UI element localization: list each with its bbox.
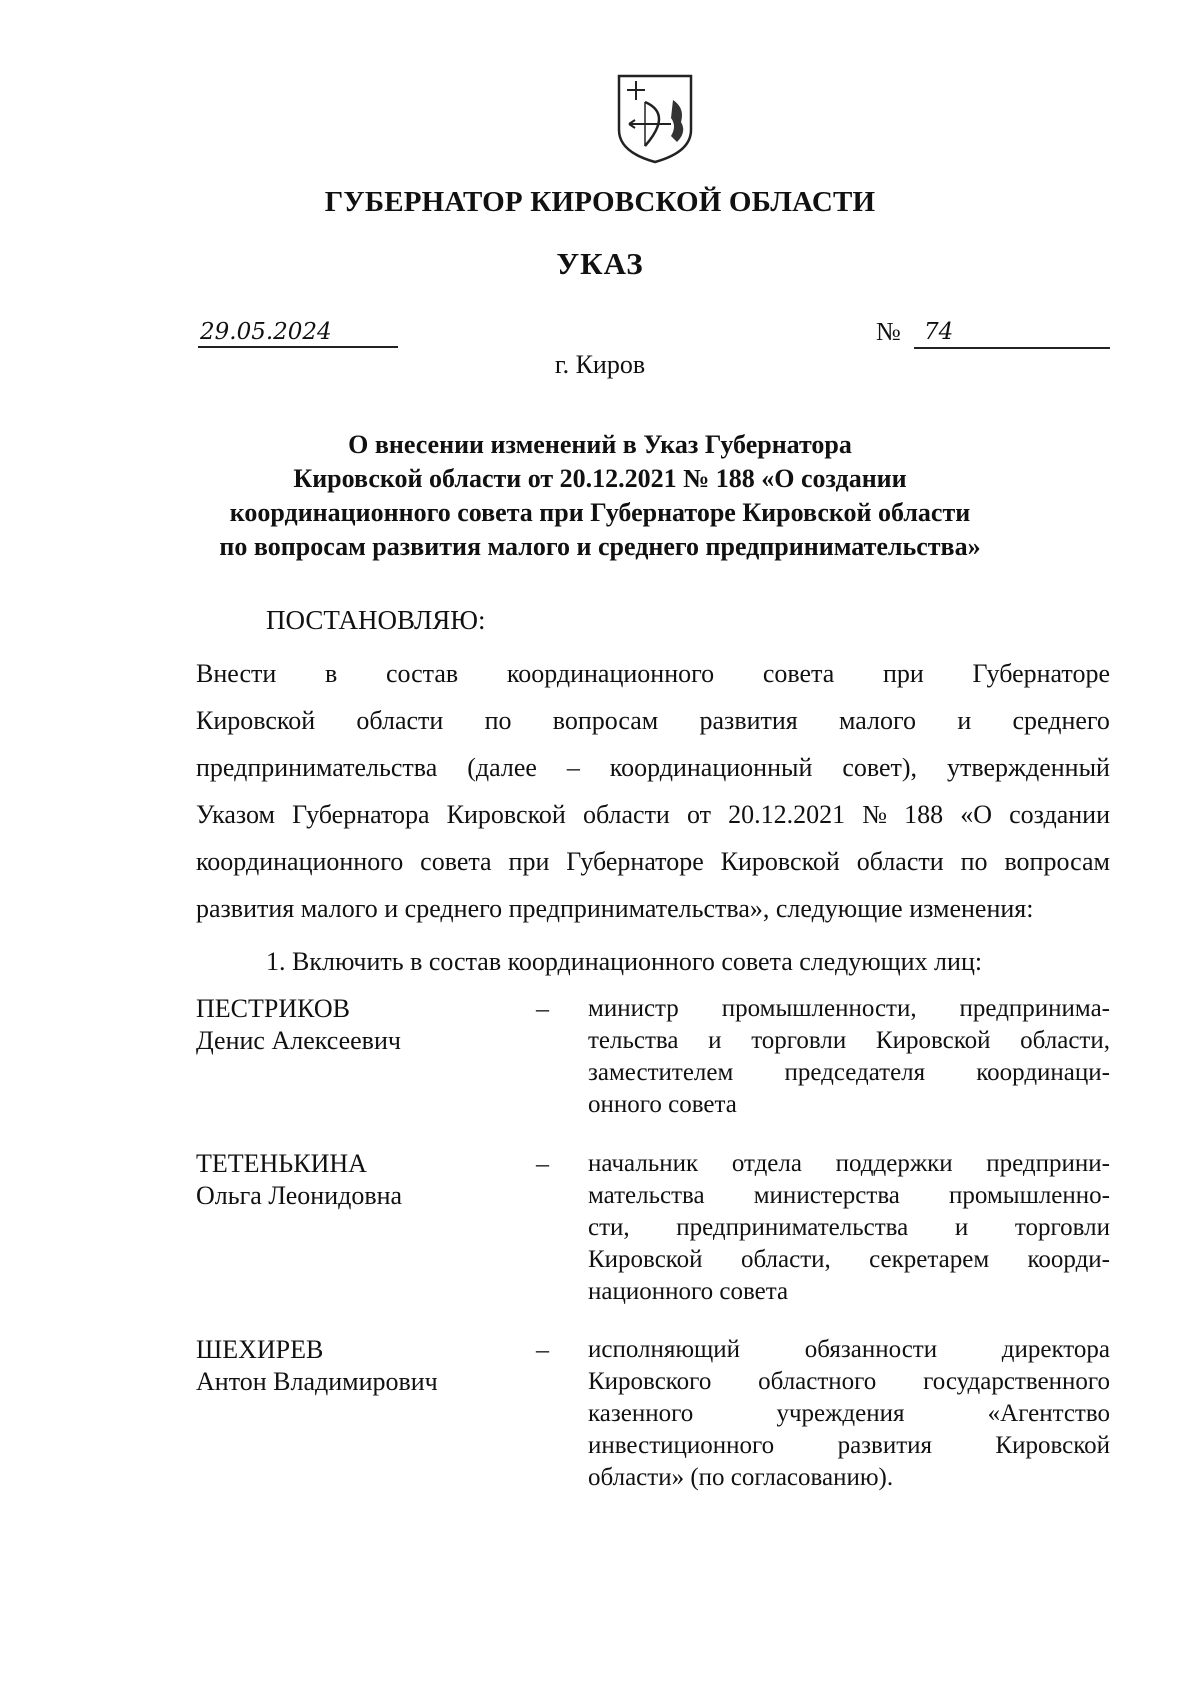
word: области [356,706,444,735]
word: Кировского [588,1368,712,1395]
word: мательства [588,1182,705,1209]
word: «Агентство [987,1400,1110,1427]
word: от [686,800,711,829]
word: Кировской [446,800,566,829]
word: среднего [1012,706,1110,735]
text-line [588,1089,1110,1121]
member-dash: – [536,994,549,1023]
word: казенного [588,1400,694,1427]
document-title [0,428,1200,564]
word: вопросам [552,706,659,735]
word: министр [588,995,679,1022]
word: промышленности, [721,995,917,1022]
word: тельства [588,1027,679,1054]
word: Кировской [995,1432,1110,1459]
text-line [196,697,1110,744]
word: по [484,706,512,735]
text-line [196,791,1110,838]
word: коорди- [1027,1246,1110,1273]
word: предпринимательства [196,753,438,782]
decree-word: ПОСТАНОВЛЯЮ: [266,605,486,635]
member-surname: ТЕТЕНЬКИНА [196,1149,367,1178]
member-role [588,1334,1110,1494]
member-role [588,1148,1110,1308]
word: предпринимательства [676,1214,909,1241]
member-dash: – [536,1149,549,1178]
word: исполняющий [588,1336,741,1363]
word: предприни- [986,1150,1110,1177]
member-role [588,993,1110,1121]
word: и [708,1027,722,1054]
word: вопросам [1004,847,1110,876]
word: совета [762,659,835,688]
word: развития [837,1432,933,1459]
word: Кировской [720,847,840,876]
word: области [582,800,670,829]
member-dash: – [536,1335,549,1364]
word: совета [420,847,492,876]
number-underline [914,347,1110,349]
word: обязанности [804,1336,938,1363]
document-date: 29.05.2024 [198,318,398,348]
word: области» (по согласованию). [588,1464,894,1491]
document-number: 74 [924,319,954,345]
word: Кировской [196,706,316,735]
city: г. Киров [554,350,646,379]
text-line [588,1244,1110,1276]
word: сти, [588,1214,630,1241]
text-line [196,885,1110,932]
word: Губернатора [292,800,430,829]
word: 20.12.2021 [728,800,846,829]
word: в [324,659,338,688]
title-line: О внесении изменений в Указ Губернатора [348,430,852,459]
text-line [588,1366,1110,1398]
word: по [960,847,988,876]
word: и [957,706,972,735]
member-given-name: Антон Владимирович [196,1367,438,1396]
word: области [856,847,944,876]
word: (далее [467,753,537,782]
word: области, [740,1246,831,1273]
word: области, [1020,1027,1110,1054]
member-surname: ШЕХИРЕВ [196,1335,324,1364]
text-line [196,650,1110,697]
word: Губернаторе [566,847,704,876]
word: при [882,659,924,688]
word: развития [699,706,798,735]
member-name [196,1334,438,1398]
word: отдела [731,1150,802,1177]
text-line [588,1180,1110,1212]
word: «О [960,800,993,829]
text-line [588,1276,1110,1308]
text-line [588,1398,1110,1430]
text-line [588,1462,1110,1494]
word: координационного [196,847,404,876]
coat-of-arms-icon [615,72,695,164]
word: координаци- [976,1059,1110,1086]
word: начальник [588,1150,699,1177]
document-number-field [876,318,1110,348]
word: министерства [753,1182,900,1209]
word: Внести [196,659,277,688]
text-line [196,838,1110,885]
text-line [588,1212,1110,1244]
word: и [954,1214,969,1241]
word: директора [1001,1336,1110,1363]
member-given-name: Ольга Леонидовна [196,1181,403,1210]
word: поддержки [835,1150,953,1177]
word: Указом [196,800,275,829]
item-1: 1. Включить в состав координационного совета следующих лиц: [266,947,983,976]
text-line [588,1025,1110,1057]
word: председателя [784,1059,926,1086]
word: состав [385,659,459,688]
title-line: по вопросам развития малого и среднего предпринимательства» [219,532,981,561]
word: предпринима- [959,995,1110,1022]
text-line [588,1057,1110,1089]
word: 188 [904,800,944,829]
word: утвержденный [947,753,1110,782]
word: областного [758,1368,877,1395]
member-name [196,1148,402,1212]
word: торговли [751,1027,847,1054]
word: координационного [506,659,715,688]
text-line [196,744,1110,791]
number-sign: № [876,317,901,346]
word: инвестиционного [588,1432,775,1459]
word: промышленно- [949,1182,1110,1209]
document-type: УКАЗ [556,246,644,281]
title-line: Кировской области от 20.12.2021 № 188 «О создании [293,464,907,493]
word: государственного [923,1368,1110,1395]
issuing-authority: ГУБЕРНАТОР КИРОВСКОЙ ОБЛАСТИ [324,186,876,218]
text-line [588,993,1110,1025]
text-line [588,1430,1110,1462]
word: координационный [609,753,813,782]
word: секретарем [869,1246,990,1273]
member-surname: ПЕСТРИКОВ [196,994,350,1023]
word: создании [1009,800,1110,829]
member-given-name: Денис Алексеевич [196,1026,401,1055]
word: – [566,753,580,782]
word: учреждения [776,1400,905,1427]
title-line: координационного совета при Губернаторе Кировской области [229,498,971,527]
word: развития малого и среднего предпринимательства», следующие изменения: [196,894,1034,923]
word: Кировской [588,1246,703,1273]
word: малого [839,706,917,735]
word: Кировской [875,1027,991,1054]
intro-paragraph [196,650,1110,932]
word: № [862,800,888,829]
word: национного совета [588,1278,789,1305]
word: при [508,847,550,876]
word: онного совета [588,1091,737,1118]
word: торговли [1014,1214,1110,1241]
text-line [588,1334,1110,1366]
member-name [196,993,401,1057]
text-line [588,1148,1110,1180]
word: заместителем [588,1059,734,1086]
word: Губернаторе [972,659,1110,688]
word: совет), [842,753,918,782]
